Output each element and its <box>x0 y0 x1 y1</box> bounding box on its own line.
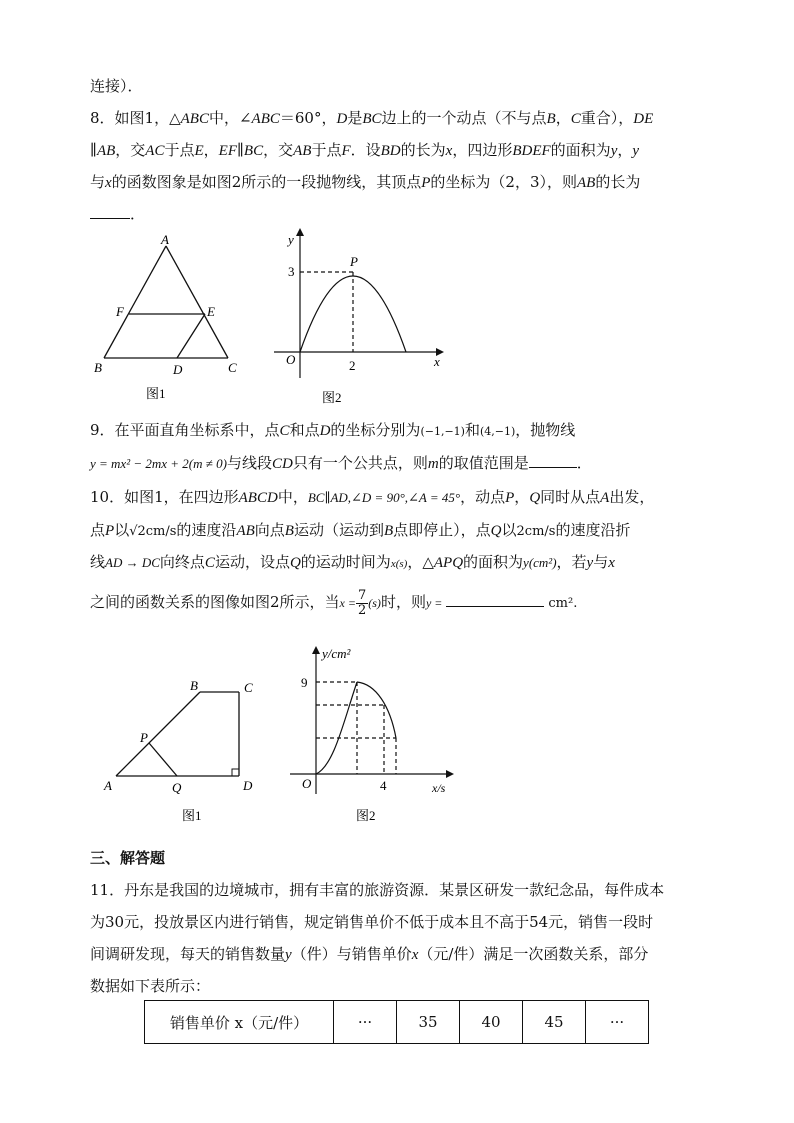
label-p: P <box>140 730 148 745</box>
table-cell: 40 <box>460 1001 523 1044</box>
side-ac <box>166 246 228 358</box>
label-b: B <box>190 678 198 693</box>
question-8-line-4: ． <box>90 204 145 224</box>
tick-y-9: 9 <box>301 675 308 690</box>
label-e: E <box>207 304 215 319</box>
curve-rising <box>316 682 357 774</box>
question-10-line-2: 点P以√2cm/s的速度沿AB向点B运动（运动到B点即停止），点Q以2cm/s的速度沿折 <box>90 521 631 539</box>
label-d: D <box>173 362 183 377</box>
segment-ed <box>177 314 205 358</box>
label-f: F <box>116 304 124 319</box>
text-line: 连接）． <box>90 77 143 95</box>
question-10-line-4: 之间的函数关系的图像如图2所示，当x = $\frac{7}{2}$ (s)时，则y = cm². <box>90 587 578 618</box>
origin-label: O <box>286 352 296 367</box>
figure-10-2-graph <box>286 640 466 830</box>
vertex-p-label: P <box>350 254 358 269</box>
question-11-line-1: 11．丹东是我国的边境城市，拥有丰富的旅游资源．某景区研发一款纪念品，每件成本 <box>90 881 665 899</box>
origin-label: O <box>302 776 312 791</box>
label-a: A <box>161 232 169 247</box>
label-q: Q <box>172 780 182 795</box>
caption-fig2: 图2 <box>322 390 342 405</box>
caption-fig2: 图2 <box>356 808 376 823</box>
curve-falling <box>357 682 396 738</box>
question-10-line-1: 10．如图1，在四边形ABCD中，BC∥AD,∠D = 90°,∠A = 45°，动点P，Q同时从点A出发， <box>90 488 655 506</box>
question-9-line-1: 9．在平面直角坐标系中，点C和点D的坐标分别为(−1,−1)和(4,−1)，抛物线 <box>90 421 576 439</box>
table-cell: 35 <box>397 1001 460 1044</box>
question-10-line-3: 线AD → DC向终点C运动，设点Q的运动时间为x(s)，△APQ的面积为y(cm²)，若y与x <box>90 553 615 571</box>
label-a: A <box>104 778 112 793</box>
label-c: C <box>228 360 237 375</box>
label-b: B <box>94 360 102 375</box>
fraction-7-2: $\frac{7}{2}$ <box>357 587 367 618</box>
table-cell: ··· <box>334 1001 397 1044</box>
question-8-line-3: 与x的函数图象是如图2所示的一段抛物线，其顶点P的坐标为（2，3），则AB的长为 <box>90 173 641 191</box>
side-ab <box>116 692 200 776</box>
axis-x-label: x <box>434 354 440 369</box>
question-8-line-2: ∥AB，交AC于点E，EF∥BC，交AB于点F．设BD的长为x，四边形BDEF的面积为y，y <box>90 141 640 159</box>
axis-x-label: x/s <box>432 781 446 795</box>
question-8-line-1: 8．如图1，△ABC中，∠ABC＝60°，D是BC边上的一个动点（不与点B，C重合），DE <box>90 109 654 127</box>
tick-y-3: 3 <box>288 264 295 279</box>
answer-blank <box>90 204 130 219</box>
x-arrow-icon <box>446 770 454 778</box>
section-heading: 三、解答题 <box>90 849 166 867</box>
figure-8-1-triangle <box>90 232 250 408</box>
answer-blank <box>446 592 544 607</box>
tick-x-4: 4 <box>380 778 387 793</box>
figure-10-1-quadrilateral <box>98 672 268 832</box>
sales-table <box>144 1000 649 1044</box>
tick-x-2: 2 <box>349 358 356 373</box>
side-ab <box>104 246 166 358</box>
question-11-line-4: 数据如下表所示： <box>90 977 211 995</box>
table-cell: ··· <box>586 1001 649 1044</box>
y-arrow-icon <box>312 646 320 654</box>
axis-y-label: y/cm² <box>322 646 351 661</box>
answer-blank <box>529 453 577 468</box>
table-cell: 45 <box>523 1001 586 1044</box>
question-11-line-3: 间调研发现，每天的销售数量y（件）与销售单价x（元/件）满足一次函数关系，部分 <box>90 945 649 963</box>
right-angle-mark <box>232 769 239 776</box>
question-11-line-2: 为30元，投放景区内进行销售，规定销售单价不低于成本且不高于54元，销售一段时 <box>90 913 654 931</box>
question-9-line-2: y = mx² − 2mx + 2(m ≠ 0)与线段CD只有一个公共点，则m的取值范围是 ． <box>90 454 592 472</box>
y-arrow-icon <box>296 228 304 236</box>
table-row <box>145 1001 649 1044</box>
axis-y-label: y <box>288 232 294 247</box>
segment-pq <box>149 743 177 776</box>
caption-fig1: 图1 <box>182 808 202 823</box>
label-c: C <box>244 680 253 695</box>
table-header-cell: 销售单价 x（元/件） <box>145 1001 334 1044</box>
figure-8-2-parabola <box>264 228 454 408</box>
caption-fig1: 图1 <box>146 386 166 401</box>
label-d: D <box>243 778 253 793</box>
